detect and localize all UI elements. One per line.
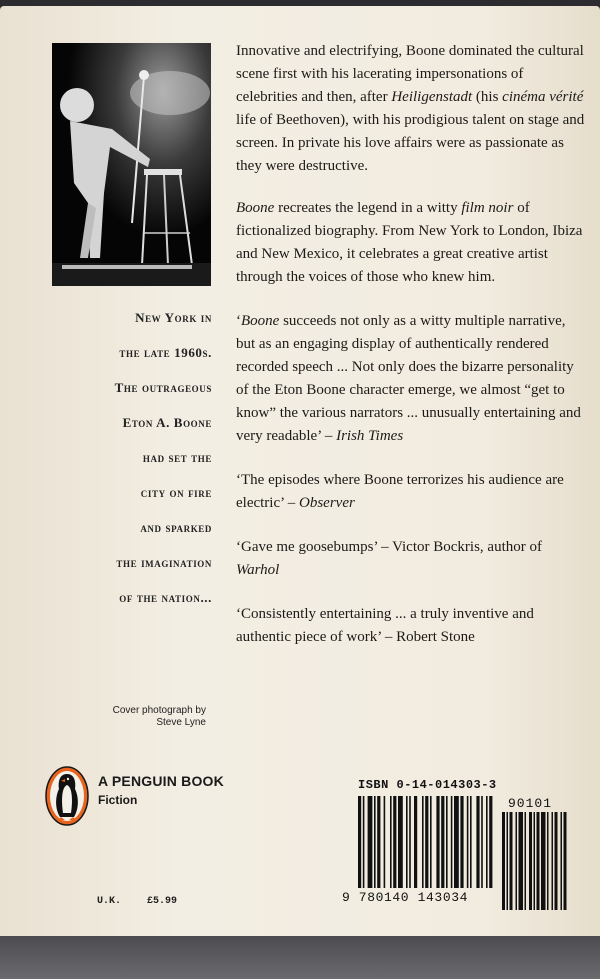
barcode-bar (358, 796, 361, 888)
barcode-addon-bar (507, 812, 509, 910)
tagline-line: The outrageous (114, 380, 212, 395)
blurb-column (236, 40, 586, 649)
tagline-line: and sparked (140, 520, 212, 535)
barcode-addon-bar (561, 812, 563, 910)
price-country: U.K. (97, 896, 122, 907)
barcode-bar (460, 796, 463, 888)
barcode-bar (425, 796, 428, 888)
scan-background (0, 936, 600, 979)
tagline-line: Eton A. Boone (122, 415, 212, 430)
barcode-addon-bar (541, 812, 546, 910)
price-block (97, 896, 177, 907)
barcode-bar (436, 796, 439, 888)
price-amount: £5.99 (147, 896, 178, 907)
barcode-bar (441, 796, 444, 888)
barcode-bar (374, 796, 376, 888)
barcode-addon-bar (537, 812, 540, 910)
barcode-bar (363, 796, 365, 888)
tagline-line: had set the (142, 450, 212, 465)
barcode-addon-bar (516, 812, 518, 910)
barcode-addon-bar (534, 812, 536, 910)
cover-photo (52, 43, 211, 286)
penguin-logo-icon (44, 765, 90, 827)
cover-tagline (60, 310, 212, 625)
isbn-label: ISBN 0-14-014303-3 (358, 778, 497, 792)
tagline-line: the late 1960s. (119, 345, 212, 360)
tagline-line: city on fire (140, 485, 212, 500)
barcode-addon-bar (502, 812, 505, 910)
barcode-digits: 9 780140 143034 (342, 890, 469, 905)
barcode-bar (406, 796, 408, 888)
barcode-addon-bar (510, 812, 513, 910)
publisher-imprint (98, 773, 224, 807)
review-quote: ‘Gave me goosebumps’ – Victor Bockris, author of Warhol (236, 539, 542, 578)
review-quote: ‘The episodes where Boone terrorizes his audience are electric’ – Observer (236, 472, 564, 511)
barcode-bar (414, 796, 417, 888)
barcode-bar (422, 796, 424, 888)
barcode-bar (476, 796, 479, 888)
barcode-addon-bar (555, 812, 558, 910)
barcode-addon-digits: 90101 (508, 796, 553, 811)
barcode-addon-bar (525, 812, 527, 910)
barcode-bar (368, 796, 373, 888)
barcode-bar (377, 796, 380, 888)
barcode-addon-bar (552, 812, 554, 910)
credit-line: Steve Lyne (156, 717, 206, 728)
barcode-bar (446, 796, 448, 888)
barcode-bar (454, 796, 459, 888)
credit-line: Cover photograph by (112, 705, 206, 716)
barcode-bar (384, 796, 386, 888)
barcode-bar (486, 796, 488, 888)
barcode-bar (467, 796, 469, 888)
tagline-line: New York in (135, 310, 212, 325)
review-quote: ‘Consistently entertaining ... a truly inventive and authentic piece of work’ – Robert Stone (236, 606, 534, 645)
barcode-bar (393, 796, 396, 888)
barcode-bar (430, 796, 432, 888)
barcode-addon-bar (529, 812, 532, 910)
review-quote: ‘Boone succeeds not only as a witty multiple narrative, but as an engaging display of authentically rendered recorded speech ... Not only does the bizarre personality of the Eton Boone character emerge, we almost “get to know” the various narrators ... unusually entertaining and very readable’ – Irish Times (236, 313, 581, 444)
barcode-addon-bar (547, 812, 549, 910)
barcode-addon-bar (564, 812, 567, 910)
publisher-name: A PENGUIN BOOK (98, 773, 224, 789)
barcode-bar (390, 796, 392, 888)
genre-label: Fiction (98, 793, 138, 807)
tagline-line: the imagination (116, 555, 212, 570)
barcode-bar (489, 796, 492, 888)
description-paragraph: Boone recreates the legend in a witty film noir of fictionalized biography. From New York to London, Ibiza and New Mexico, it celebrates a great creative artist through the voices of those who knew him. (236, 200, 583, 285)
barcode-bar (481, 796, 483, 888)
tagline-line: of the nation... (119, 590, 212, 605)
barcode-bar (409, 796, 411, 888)
description-paragraph: Innovative and electrifying, Boone dominated the cultural scene first with his lacerating impersonations of celebrities and then, after Heiligenstadt (his cinéma vérité life of Beethoven), with his prodigious talent on stage and screen. In private his love affairs were as passionate as they were destructive. (236, 43, 585, 174)
barcode-addon-bar (519, 812, 524, 910)
barcode-bar (470, 796, 472, 888)
barcode-bar (398, 796, 403, 888)
photo-credit (80, 705, 206, 729)
barcode-bar (451, 796, 453, 888)
